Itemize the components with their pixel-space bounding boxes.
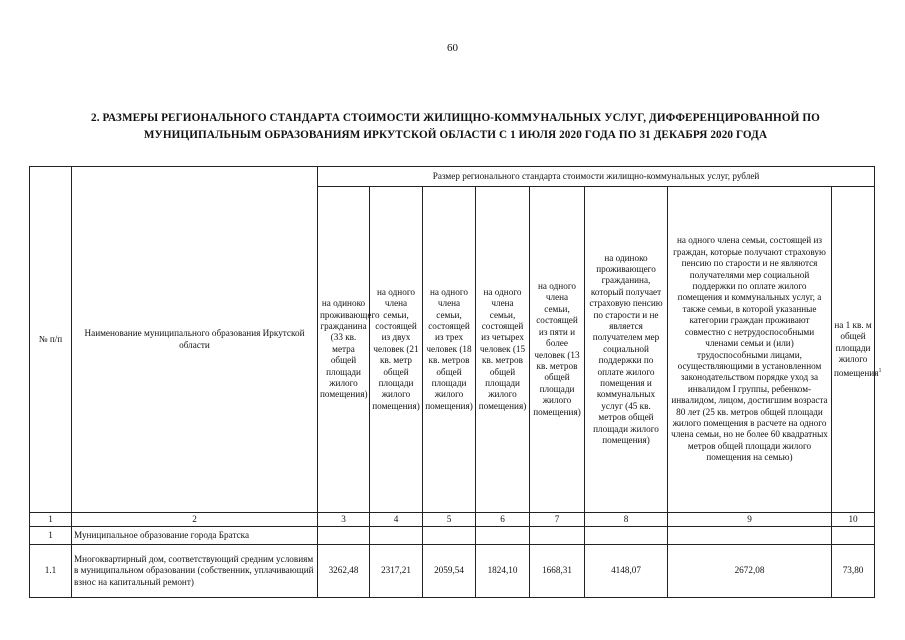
header-group: Размер регионального стандарта стоимости жилищно-коммунальных услуг, рублей — [318, 167, 875, 187]
row-value: 73,80 — [832, 545, 875, 598]
document-title-line-2: МУНИЦИПАЛЬНЫМ ОБРАЗОВАНИЯМ ИРКУТСКОЙ ОБЛАСТИ С 1 ИЮЛЯ 2020 ГОДА ПО 31 ДЕКАБРЯ 2020 ГОДА — [143, 129, 768, 141]
column-number: 10 — [832, 513, 875, 527]
column-number: 4 — [370, 513, 423, 527]
table-row — [30, 545, 875, 598]
section-name: Муниципальное образование города Братска — [72, 527, 318, 545]
row-name: Многоквартирный дом, соответствующий средним условиям в муниципальном образовании (собственник, уплачивающий взнос на капитальный ремонт) — [72, 545, 318, 598]
column-number: 2 — [72, 513, 318, 527]
section-empty-cell — [423, 527, 476, 545]
column-number: 3 — [318, 513, 370, 527]
document-title-line-1: 2. РАЗМЕРЫ РЕГИОНАЛЬНОГО СТАНДАРТА СТОИМОСТИ ЖИЛИЩНО-КОММУНАЛЬНЫХ УСЛУГ, ДИФФЕРЕНЦИРОВАННОЙ ПО — [91, 112, 820, 124]
subheader-per-sqm — [832, 187, 882, 513]
page-number: 60 — [447, 42, 458, 54]
document-title — [28, 110, 883, 144]
row-value: 4148,07 — [585, 545, 668, 598]
footnote-mark: 1 — [878, 367, 882, 374]
row-value: 2317,21 — [370, 545, 423, 598]
subheader-pensioner-family: на одного члена семьи, состоящей из граждан, которые получают страховую пенсию по старости и не являются получателями мер социальной поддержки по оплате жилого помещения и коммунальных услуг, а также семьи, в которой указанные категории граждан проживают совместно с нетрудоспособными членами семьи и (или) трудоспособными лицами, осуществляющими в установленном законодательством порядке уход за инвалидом I группы, ребенком-инвалидом, лицом, достигшим возраста 80 лет (25 кв. метров общей площади жилого помещения в расчете на одного члена семьи, но не более 60 квадратных метров общей площади жилого помещения на семью) — [668, 187, 832, 513]
section-empty-cell — [668, 527, 832, 545]
column-number: 5 — [423, 513, 476, 527]
column-number: 7 — [530, 513, 585, 527]
subheader-family-3: на одного члена семьи, состоящей из трех человек (18 кв. метров общей площади жилого помещения) — [423, 187, 476, 513]
section-empty-cell — [476, 527, 530, 545]
header-name: Наименование муниципального образования Иркутской области — [72, 167, 318, 513]
section-empty-cell — [832, 527, 875, 545]
housing-standard-table — [29, 166, 882, 598]
subheader-family-2: на одного члена семьи, состоящей из двух человек (21 кв. метр общей площади жилого помещения) — [370, 187, 423, 513]
column-number: 9 — [668, 513, 832, 527]
column-numbers-row — [30, 513, 875, 527]
section-empty-cell — [530, 527, 585, 545]
subheader-single-pensioner: на одиноко проживающего гражданина, который получает страховую пенсию по старости и не является получателем мер социальной поддержки по оплате жилого помещения и коммунальных услуг (45 кв. метров общей площади жилого помещения) — [585, 187, 668, 513]
subheader-single: на одиноко проживающего гражданина (33 кв. метра общей площади жилого помещения) — [318, 187, 370, 513]
section-row — [30, 527, 875, 545]
column-number: 1 — [30, 513, 72, 527]
section-num: 1 — [30, 527, 72, 545]
column-number: 8 — [585, 513, 668, 527]
section-empty-cell — [318, 527, 370, 545]
subheader-per-sqm-text: на 1 кв. м общей площади жилого помещения — [834, 319, 879, 378]
row-value: 1668,31 — [530, 545, 585, 598]
header-num: № п/п — [30, 167, 72, 513]
row-value: 1824,10 — [476, 545, 530, 598]
column-number: 6 — [476, 513, 530, 527]
row-value: 2672,08 — [668, 545, 832, 598]
section-empty-cell — [370, 527, 423, 545]
row-value: 3262,48 — [318, 545, 370, 598]
subheader-family-4: на одного члена семьи, состоящей из четырех человек (15 кв. метров общей площади жилого помещения) — [476, 187, 530, 513]
row-value: 2059,54 — [423, 545, 476, 598]
subheader-family-5: на одного члена семьи, состоящей из пяти и более человек (13 кв. метров общей площади жилого помещения) — [530, 187, 585, 513]
section-empty-cell — [585, 527, 668, 545]
row-num: 1.1 — [30, 545, 72, 598]
